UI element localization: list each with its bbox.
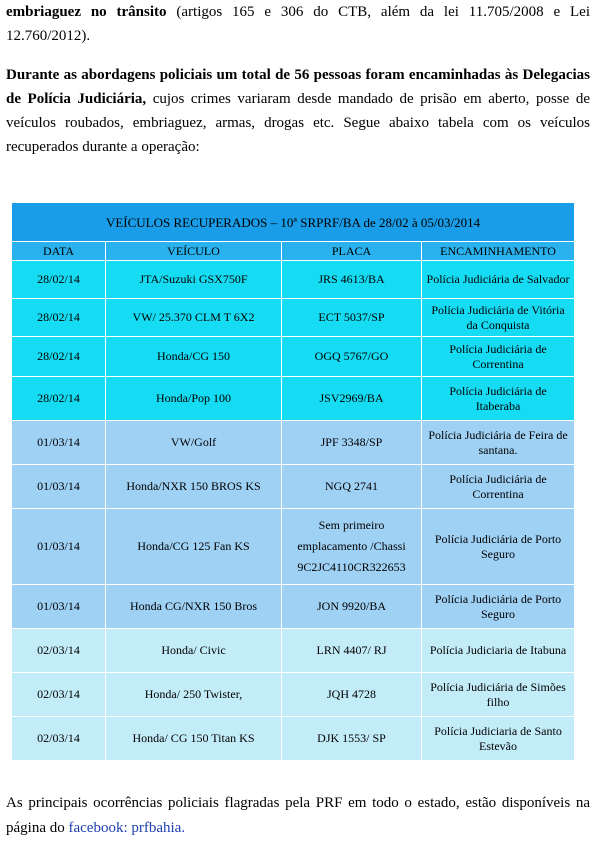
cell-placa: DJK 1553/ SP <box>282 717 422 761</box>
cell-data: 01/03/14 <box>12 509 106 585</box>
cell-data: 02/03/14 <box>12 629 106 673</box>
cell-encaminhamento: Polícia Judiciária de Itaberaba <box>422 377 575 421</box>
table-row <box>12 261 575 299</box>
table-row <box>12 299 575 337</box>
cell-placa: JQH 4728 <box>282 673 422 717</box>
cell-encaminhamento: Polícia Judiciária de Porto Seguro <box>422 509 575 585</box>
cell-veiculo: VW/Golf <box>106 421 282 465</box>
cell-veiculo: Honda/Pop 100 <box>106 377 282 421</box>
cell-encaminhamento: Polícia Judiciaria de Itabuna <box>422 629 575 673</box>
cell-data: 02/03/14 <box>12 717 106 761</box>
cell-encaminhamento: Polícia Judiciária de Correntina <box>422 465 575 509</box>
table-row <box>12 421 575 465</box>
paragraph-bold-lead: Durante as abordagens policiais um total de 56 pessoas foram encaminhadas às Delegacias de Polícia Judiciária, <box>6 67 590 107</box>
column-header-placa: PLACA <box>282 242 422 261</box>
cell-data: 28/02/14 <box>12 261 106 299</box>
column-header-veiculo: VEÍCULO <box>106 242 282 261</box>
cell-data: 01/03/14 <box>12 585 106 629</box>
cell-placa: JON 9920/BA <box>282 585 422 629</box>
cell-placa: JPF 3348/SP <box>282 421 422 465</box>
table-title: VEÍCULOS RECUPERADOS – 10ª SRPRF/BA de 28/02 à 05/03/2014 <box>12 203 575 242</box>
cell-encaminhamento: Polícia Judiciária de Vitória da Conquista <box>422 299 575 337</box>
cell-encaminhamento: Polícia Judiciária de Correntina <box>422 337 575 377</box>
facebook-link[interactable]: facebook: prfbahia. <box>68 820 186 836</box>
table-row <box>12 673 575 717</box>
table-row <box>12 337 575 377</box>
cell-encaminhamento: Polícia Judiciária de Simões filho <box>422 673 575 717</box>
cell-data: 28/02/14 <box>12 377 106 421</box>
table-row <box>12 377 575 421</box>
paragraph-facebook <box>6 791 590 841</box>
paragraph-bold-lead: embriaguez no trânsito <box>6 4 167 20</box>
column-header-data: DATA <box>12 242 106 261</box>
table-row <box>12 629 575 673</box>
cell-data: 28/02/14 <box>12 299 106 337</box>
cell-encaminhamento: Polícia Judiciária de Porto Seguro <box>422 585 575 629</box>
cell-placa: NGQ 2741 <box>282 465 422 509</box>
cell-veiculo: JTA/Suzuki GSX750F <box>106 261 282 299</box>
table-row <box>12 509 575 585</box>
table-row <box>12 585 575 629</box>
cell-veiculo: Honda/NXR 150 BROS KS <box>106 465 282 509</box>
cell-data: 28/02/14 <box>12 337 106 377</box>
column-header-encaminhamento: ENCAMINHAMENTO <box>422 242 575 261</box>
table-header-row <box>12 242 575 261</box>
cell-data: 02/03/14 <box>12 673 106 717</box>
recovered-vehicles-table <box>11 202 575 761</box>
cell-veiculo: Honda/CG 125 Fan KS <box>106 509 282 585</box>
paragraph-text: As principais ocorrências policiais flagradas pela PRF em todo o estado, estão disponíveis na página do <box>6 795 590 836</box>
paragraph-text: (artigos 165 e 306 do CTB, além da lei 11.705/2008 e Lei 12.760/2012). <box>6 4 590 44</box>
cell-veiculo: Honda/ Civic <box>106 629 282 673</box>
table-title-row <box>12 203 575 242</box>
cell-placa: LRN 4407/ RJ <box>282 629 422 673</box>
cell-encaminhamento: Polícia Judiciaria de Santo Estevão <box>422 717 575 761</box>
cell-veiculo: Honda/ 250 Twister, <box>106 673 282 717</box>
paragraph-drunk-driving <box>6 0 590 48</box>
cell-placa: JRS 4613/BA <box>282 261 422 299</box>
cell-data: 01/03/14 <box>12 465 106 509</box>
paragraph-text: cujos crimes variaram desde mandado de prisão em aberto, posse de veículos roubados, embriaguez, armas, drogas etc. Segue abaixo tabela com os veículos recuperados durante a operação: <box>6 91 590 155</box>
cell-encaminhamento: Polícia Judiciária de Salvador <box>422 261 575 299</box>
cell-data: 01/03/14 <box>12 421 106 465</box>
cell-placa: Sem primeiro emplacamento /Chassi 9C2JC4110CR322653 <box>282 509 422 585</box>
cell-placa: ECT 5037/SP <box>282 299 422 337</box>
cell-placa: JSV2969/BA <box>282 377 422 421</box>
cell-veiculo: Honda CG/NXR 150 Bros <box>106 585 282 629</box>
cell-veiculo: Honda/CG 150 <box>106 337 282 377</box>
paragraph-approaches <box>6 63 590 159</box>
cell-veiculo: VW/ 25.370 CLM T 6X2 <box>106 299 282 337</box>
table-row <box>12 465 575 509</box>
cell-encaminhamento: Polícia Judiciária de Feira de santana. <box>422 421 575 465</box>
cell-veiculo: Honda/ CG 150 Titan KS <box>106 717 282 761</box>
table-row <box>12 717 575 761</box>
cell-placa: OGQ 5767/GO <box>282 337 422 377</box>
